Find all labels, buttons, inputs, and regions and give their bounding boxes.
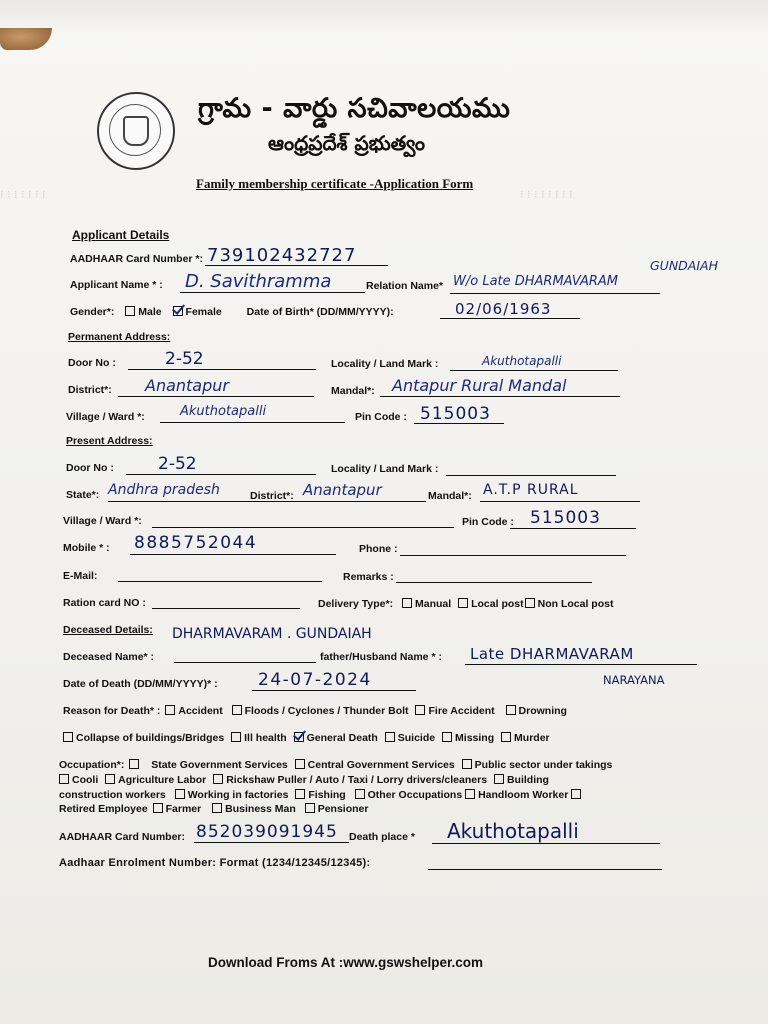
death-place-label: Death place * xyxy=(349,831,415,843)
occupation-checkbox[interactable] xyxy=(59,774,69,784)
relation-label: Relation Name* xyxy=(366,280,444,292)
reason-option: Collapse of buildings/Bridges xyxy=(76,732,225,744)
dod-value[interactable]: 24-07-2024 xyxy=(258,670,372,690)
occupation-option: State Government Services xyxy=(151,759,288,771)
pres-door-value[interactable]: 2-52 xyxy=(158,454,197,474)
reason-option: General Death xyxy=(306,732,378,744)
deceased-aadhaar-value[interactable]: 852039091945 xyxy=(196,822,338,842)
occupation-checkbox[interactable] xyxy=(295,789,305,799)
pres-locality-label: Locality / Land Mark : xyxy=(331,463,439,475)
occupation-checkbox[interactable] xyxy=(462,759,472,769)
father-extra: NARAYANA xyxy=(603,673,665,687)
gender-female-checkbox[interactable] xyxy=(173,306,183,316)
pres-village-line xyxy=(152,527,454,528)
occupation-row-3 xyxy=(59,789,584,801)
mobile-value[interactable]: 8885752044 xyxy=(134,533,258,553)
aadhaar-value[interactable]: 739102432727 xyxy=(207,245,357,266)
perm-mandal-line xyxy=(380,396,620,397)
perm-district-line xyxy=(118,396,314,397)
occupation-checkbox[interactable] xyxy=(105,774,115,784)
dod-line xyxy=(252,690,416,691)
reason-checkbox[interactable] xyxy=(63,732,73,742)
reason-general-death-checkbox[interactable] xyxy=(294,732,304,742)
perm-district-label: District*: xyxy=(68,384,112,396)
mobile-label: Mobile * : xyxy=(63,542,110,554)
delivery-label: Delivery Type*: xyxy=(318,598,394,610)
perm-door-label: Door No : xyxy=(68,357,116,369)
delivery-manual-checkbox[interactable] xyxy=(402,598,412,608)
reason-option: Missing xyxy=(455,732,495,744)
pres-door-line xyxy=(126,474,316,475)
occupation-option: Farmer xyxy=(165,803,202,815)
present-address-title: Present Address: xyxy=(66,435,153,447)
father-line xyxy=(465,664,697,665)
pres-mandal-line xyxy=(480,501,640,502)
pres-district-label: District*: xyxy=(250,490,294,502)
father-value[interactable]: Late DHARMAVARAM xyxy=(470,645,634,663)
dob-line xyxy=(440,318,580,319)
page-top-shadow xyxy=(0,0,768,30)
occupation-checkbox[interactable] xyxy=(175,789,185,799)
applicant-name-label: Applicant Name * : xyxy=(70,279,163,291)
reason-option: Murder xyxy=(514,732,550,744)
email-label: E-Mail: xyxy=(63,570,98,582)
reason-checkbox[interactable] xyxy=(442,732,452,742)
dob-label: Date of Birth* (DD/MM/YYYY): xyxy=(246,306,394,318)
perm-village-line xyxy=(160,422,345,423)
remarks-label: Remarks : xyxy=(343,571,394,583)
relation-extra: GUNDAIAH xyxy=(650,258,718,273)
gender-label: Gender*: xyxy=(70,306,115,318)
pres-state-value[interactable]: Andhra pradesh xyxy=(108,482,220,498)
perm-village-label: Village / Ward *: xyxy=(66,411,145,423)
reason-checkbox[interactable] xyxy=(165,705,175,715)
reason-option: Ill health xyxy=(244,732,287,744)
occupation-row-1 xyxy=(59,759,612,771)
reason-checkbox[interactable] xyxy=(415,705,425,715)
death-place-value[interactable]: Akuthotapalli xyxy=(447,819,579,843)
occupation-checkbox[interactable] xyxy=(465,789,475,799)
mobile-line xyxy=(130,554,336,555)
reason-checkbox[interactable] xyxy=(385,732,395,742)
dod-label: Date of Death (DD/MM/YYYY)* : xyxy=(63,678,218,690)
deceased-name-line xyxy=(174,662,316,663)
delivery-nonlocal-checkbox[interactable] xyxy=(525,598,535,608)
applicant-name-value[interactable]: D. Savithramma xyxy=(185,271,332,292)
perm-door-line xyxy=(128,369,316,370)
perm-mandal-value[interactable]: Antapur Rural Mandal xyxy=(392,376,567,395)
enrolment-label: Aadhaar Enrolment Number: Format (1234/12345/12345): xyxy=(59,857,371,869)
occupation-checkbox[interactable] xyxy=(305,803,315,813)
occupation-option: Retired Employee xyxy=(59,803,148,815)
pres-pin-line xyxy=(510,528,636,529)
occupation-checkbox[interactable] xyxy=(295,759,305,769)
occupation-option: Public sector under takings xyxy=(474,759,613,771)
ration-line xyxy=(152,608,300,609)
enrolment-line xyxy=(428,869,662,870)
occupation-option: construction workers xyxy=(59,789,166,801)
reason-option: Floods / Cyclones / Thunder Bolt xyxy=(244,705,409,717)
email-line xyxy=(118,581,322,582)
pres-state-label: State*: xyxy=(66,489,100,501)
applicant-name-line xyxy=(180,292,365,293)
download-footer: Download Froms At :www.gswshelper.com xyxy=(208,955,484,970)
occupation-option: Cooli xyxy=(72,774,99,786)
telugu-title: గ్రామ - వార్డు సచివాలయము xyxy=(198,93,511,124)
deceased-section-title: Deceased Details: xyxy=(63,624,153,636)
ap-government-emblem xyxy=(97,92,175,170)
pres-state-district-line xyxy=(108,501,426,502)
occupation-row-2 xyxy=(59,774,549,786)
applicant-section-title: Applicant Details xyxy=(72,228,170,242)
perm-door-value[interactable]: 2-52 xyxy=(165,349,204,369)
perm-pin-line xyxy=(414,423,504,424)
occupation-checkbox[interactable] xyxy=(213,774,223,784)
reason-checkbox[interactable] xyxy=(231,732,241,742)
deceased-aadhaar-line xyxy=(194,842,349,843)
reason-checkbox[interactable] xyxy=(501,732,511,742)
gender-female-label: Female xyxy=(185,306,222,318)
reason-row-2 xyxy=(63,732,550,744)
occupation-option: Business Man xyxy=(225,803,296,815)
delivery-row xyxy=(318,598,613,610)
perm-mandal-label: Mandal*: xyxy=(331,385,375,397)
dob-value[interactable]: 02/06/1963 xyxy=(455,300,552,318)
occupation-option: Handloom Worker xyxy=(478,789,569,801)
occupation-checkbox[interactable] xyxy=(129,759,139,769)
perm-village-value[interactable]: Akuthotapalli xyxy=(180,404,267,419)
occupation-option: Building xyxy=(506,774,549,786)
deceased-name-label: Deceased Name* : xyxy=(63,651,155,663)
delivery-local-label: Local post xyxy=(471,598,524,610)
perm-district-value[interactable]: Anantapur xyxy=(145,376,229,395)
aadhaar-label: AADHAAR Card Number *: xyxy=(70,253,204,265)
death-place-line xyxy=(432,843,660,844)
gender-male-checkbox[interactable] xyxy=(125,306,135,316)
perm-locality-label: Locality / Land Mark : xyxy=(331,358,439,370)
finger-in-photo xyxy=(0,28,52,50)
delivery-manual-label: Manual xyxy=(415,598,452,610)
reason-option: Suicide xyxy=(397,732,436,744)
pres-district-value[interactable]: Anantapur xyxy=(303,481,382,499)
remarks-line xyxy=(396,582,592,583)
reason-label: Reason for Death* : xyxy=(63,705,161,717)
reason-row-1 xyxy=(63,705,567,717)
occupation-checkbox[interactable] xyxy=(153,803,163,813)
form-title: Family membership certificate -Application Form xyxy=(196,176,474,191)
perm-pin-value[interactable]: 515003 xyxy=(420,404,491,424)
perm-locality-value[interactable]: Akuthotapalli xyxy=(482,354,562,368)
showthrough-text: ⁝ ⁞ ⁝ ⁞ ⁝ ⁞ ⁝ ⁞ xyxy=(520,188,573,201)
pres-village-label: Village / Ward *: xyxy=(63,515,142,527)
phone-line xyxy=(400,555,626,556)
ration-label: Ration card NO : xyxy=(63,597,146,609)
delivery-nonlocal-label: Non Local post xyxy=(537,598,614,610)
occupation-row-4 xyxy=(59,803,368,815)
pres-door-label: Door No : xyxy=(66,462,114,474)
occupation-option: Working in factories xyxy=(187,789,289,801)
pres-mandal-value[interactable]: A.T.P RURAL xyxy=(483,482,579,498)
pres-locality-line xyxy=(446,475,616,476)
reason-option: Drowning xyxy=(518,705,567,717)
occupation-option: Agriculture Labor xyxy=(118,774,207,786)
occupation-option: Central Government Services xyxy=(307,759,455,771)
pres-pin-label: Pin Code : xyxy=(462,516,514,528)
occupation-checkbox[interactable] xyxy=(494,774,504,784)
gender-male-label: Male xyxy=(138,306,162,318)
occupation-option: Fishing xyxy=(308,789,346,801)
occupation-option: Other Occupations xyxy=(367,789,463,801)
gender-row xyxy=(70,306,394,318)
occupation-checkbox[interactable] xyxy=(571,789,581,799)
showthrough-text: ⁞ ⁝ ⁞ ⁝ ⁞ ⁝ ⁞ xyxy=(0,188,46,201)
pres-pin-value[interactable]: 515003 xyxy=(530,508,601,528)
permanent-address-title: Permanent Address: xyxy=(68,331,171,343)
phone-label: Phone : xyxy=(359,543,398,555)
occupation-label: Occupation*: xyxy=(59,759,125,771)
reason-option: Accident xyxy=(178,705,223,717)
relation-line xyxy=(450,293,660,294)
deceased-aadhaar-label: AADHAAR Card Number: xyxy=(59,831,186,843)
occupation-option: Rickshaw Puller / Auto / Taxi / Lorry drivers/cleaners xyxy=(226,774,488,786)
perm-locality-line xyxy=(450,370,618,371)
reason-checkbox[interactable] xyxy=(232,705,242,715)
reason-checkbox[interactable] xyxy=(506,705,516,715)
aadhaar-line xyxy=(205,265,388,266)
father-label: father/Husband Name * : xyxy=(320,651,442,663)
emblem-core xyxy=(123,116,149,146)
relation-value[interactable]: W/o Late DHARMAVARAM xyxy=(453,274,618,289)
deceased-name-value[interactable]: DHARMAVARAM . GUNDAIAH xyxy=(172,626,372,642)
occupation-checkbox[interactable] xyxy=(355,789,365,799)
delivery-local-checkbox[interactable] xyxy=(458,598,468,608)
perm-pin-label: Pin Code : xyxy=(355,411,407,423)
occupation-checkbox[interactable] xyxy=(212,803,222,813)
telugu-subtitle: ఆంధ్రప్రదేశ్ ప్రభుత్వం xyxy=(268,131,425,155)
occupation-option: Pensioner xyxy=(317,803,369,815)
pres-mandal-label: Mandal*: xyxy=(428,490,472,502)
reason-option: Fire Accident xyxy=(428,705,495,717)
